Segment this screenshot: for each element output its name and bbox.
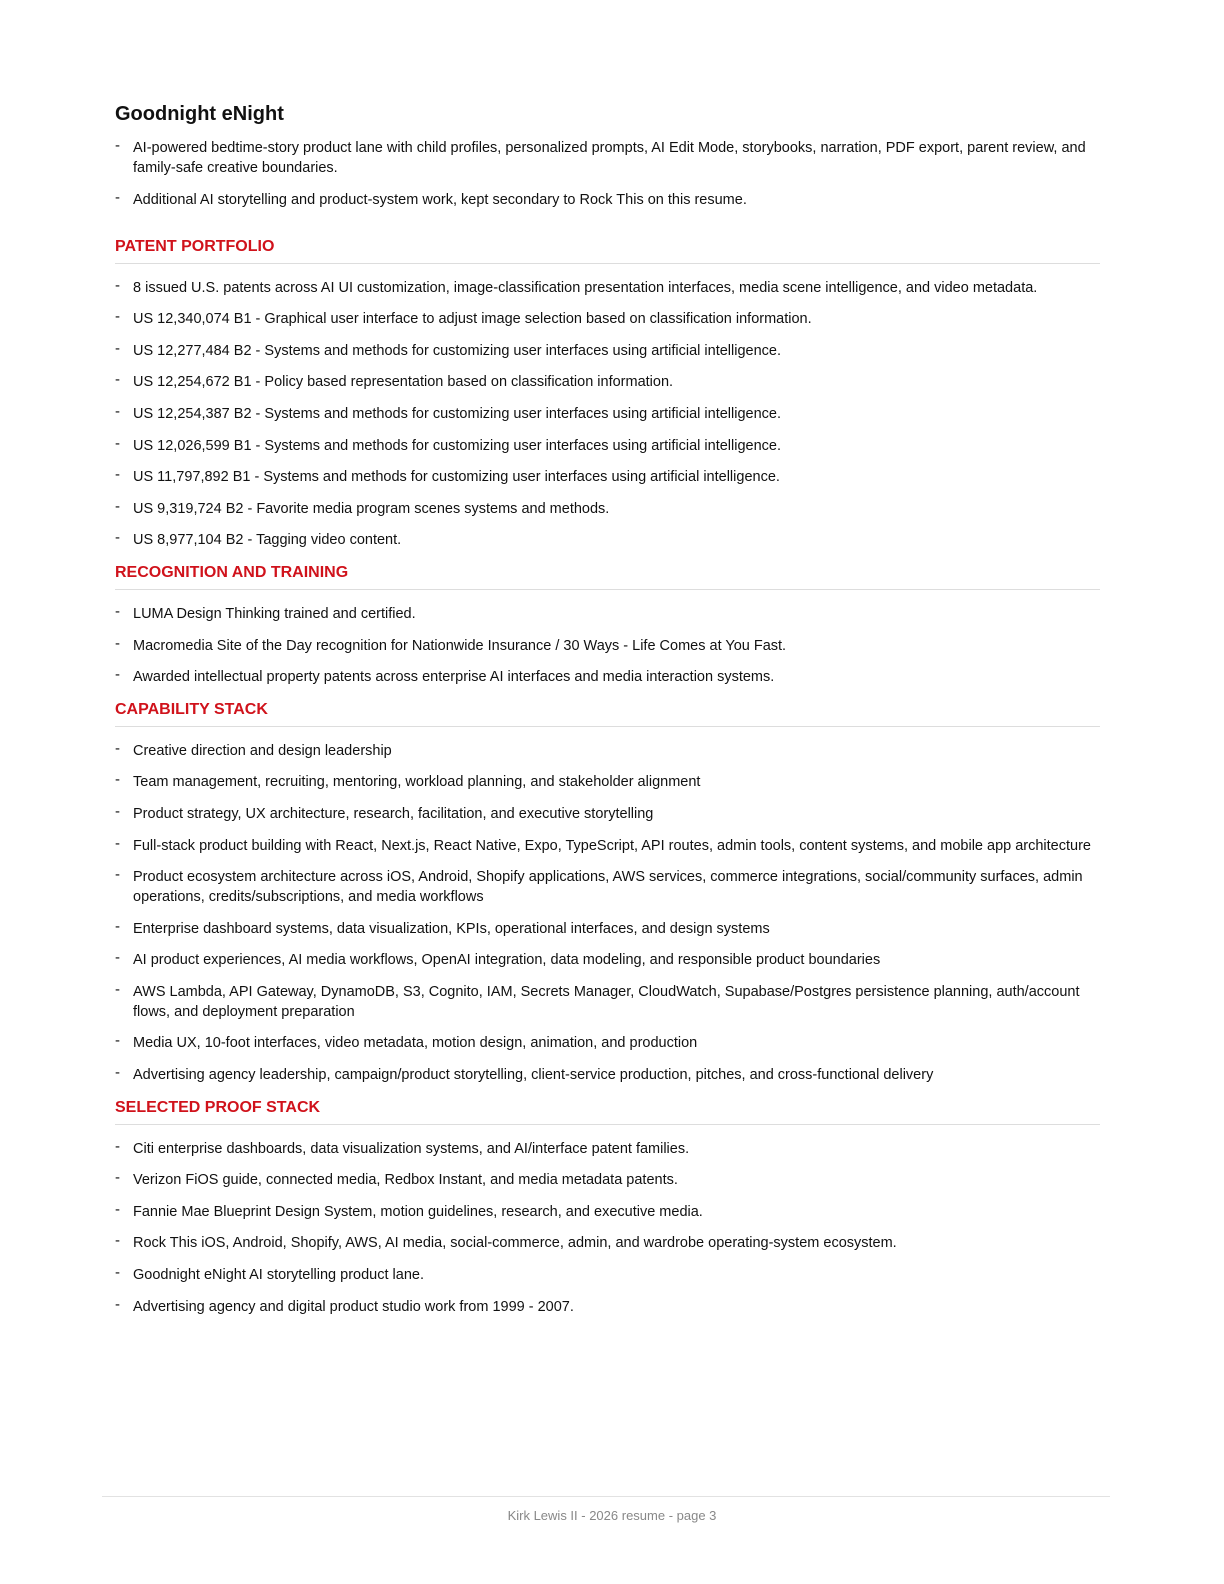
list-item (115, 436, 1100, 456)
list-item-text: Fannie Mae Blueprint Design System, motion guidelines, research, and executive media. (133, 1203, 703, 1220)
list-item (115, 372, 1100, 392)
list-item-text: US 11,797,892 B1 - Systems and methods for customizing user interfaces using artificial intelligence. (133, 469, 780, 486)
bullet-dash: - (115, 834, 120, 852)
bullet-dash: - (115, 402, 120, 420)
list-item-text: Citi enterprise dashboards, data visualization systems, and AI/interface patent families. (133, 1140, 690, 1157)
list-item (115, 836, 1100, 856)
footer-divider (102, 1496, 1110, 1497)
bullet-dash: - (115, 497, 120, 515)
bullet-dash: - (115, 602, 120, 620)
list-item-text: US 12,254,387 B2 - Systems and methods for customizing user interfaces using artificial intelligence. (133, 405, 781, 422)
project-items (115, 138, 1100, 210)
bullet-dash: - (115, 529, 120, 547)
section-heading: PATENT PORTFOLIO (115, 236, 1100, 264)
list-item (115, 341, 1100, 361)
list-item (115, 804, 1100, 824)
list-item-text: US 12,340,074 B1 - Graphical user interface to adjust image selection based on classification information. (133, 311, 812, 328)
resume-page (115, 100, 1100, 1328)
list-item-text: Product strategy, UX architecture, research, facilitation, and executive storytelling (133, 805, 654, 822)
project-title: Goodnight eNight (115, 103, 284, 125)
bullet-dash: - (115, 1200, 120, 1218)
bullet-dash: - (115, 1032, 120, 1050)
list-item-text: 8 issued U.S. patents across AI UI customization, image-classification presentation interfaces, media scene intelligence, and video metadata. (133, 279, 1038, 296)
bullet-dash: - (115, 866, 120, 884)
list-item (115, 1033, 1100, 1053)
list-item-text: AWS Lambda, API Gateway, DynamoDB, S3, Cognito, IAM, Secrets Manager, CloudWatch, Supabase/Postgres persistence planning, auth/account flows, and deployment preparation (133, 983, 1080, 1020)
list-item-text: Verizon FiOS guide, connected media, Redbox Instant, and media metadata patents. (133, 1172, 678, 1189)
list-item (115, 919, 1100, 939)
bullet-dash: - (115, 308, 120, 326)
section-items (115, 604, 1100, 687)
list-item-text: US 8,977,104 B2 - Tagging video content. (133, 532, 402, 549)
list-item (115, 499, 1100, 519)
list-item (115, 604, 1100, 624)
list-item (115, 1170, 1100, 1190)
list-item (115, 278, 1100, 298)
list-item (115, 1202, 1100, 1222)
section-items (115, 1139, 1100, 1317)
bullet-dash: - (115, 1232, 120, 1250)
resume-sections (115, 236, 1100, 1317)
section-heading: CAPABILITY STACK (115, 699, 1100, 727)
list-item-text: US 12,254,672 B1 - Policy based representation based on classification information. (133, 374, 674, 391)
list-item-text: Advertising agency leadership, campaign/product storytelling, client-service production, pitches, and cross-functional delivery (133, 1067, 934, 1084)
bullet-dash: - (115, 802, 120, 820)
list-item-text: AI-powered bedtime-story product lane with child profiles, personalized prompts, AI Edit Mode, storybooks, narration, PDF export, parent review, and family-safe creative boundaries. (133, 140, 1086, 176)
bullet-dash: - (115, 739, 120, 757)
list-item-text: Macromedia Site of the Day recognition for Nationwide Insurance / 30 Ways - Life Comes at You Fast. (133, 637, 787, 654)
list-item (115, 467, 1100, 487)
list-item (115, 1265, 1100, 1285)
list-item (115, 741, 1100, 761)
list-item (115, 982, 1100, 1022)
bullet-dash: - (115, 1295, 120, 1313)
list-item-text: Product ecosystem architecture across iOS, Android, Shopify applications, AWS services, commerce integrations, social/community surfaces, admin operations, credits/subscriptions, and media workflows (133, 869, 1083, 906)
bullet-dash: - (115, 634, 120, 652)
list-item (115, 1065, 1100, 1085)
list-item (115, 772, 1100, 792)
list-item-text: AI product experiences, AI media workflows, OpenAI integration, data modeling, and responsible product boundaries (133, 952, 881, 969)
bullet-dash: - (115, 949, 120, 967)
list-item (115, 950, 1100, 970)
list-item (115, 190, 1100, 210)
page-footer: Kirk Lewis II - 2026 resume - page 3 (507, 1508, 717, 1523)
bullet-dash: - (115, 276, 120, 294)
bullet-dash: - (115, 371, 120, 389)
list-item-text: Awarded intellectual property patents across enterprise AI interfaces and media interaction systems. (133, 669, 775, 686)
list-item-text: Additional AI storytelling and product-system work, kept secondary to Rock This on this resume. (133, 191, 747, 208)
list-item-text: Team management, recruiting, mentoring, workload planning, and stakeholder alignment (133, 774, 701, 791)
list-item-text: Creative direction and design leadership (133, 742, 392, 759)
list-item (115, 404, 1100, 424)
section-recognition-and-training (115, 562, 1100, 687)
bullet-dash: - (115, 466, 120, 484)
list-item-text: US 9,319,724 B2 - Favorite media program scenes systems and methods. (133, 500, 610, 517)
bullet-dash: - (115, 1064, 120, 1082)
list-item (115, 1297, 1100, 1317)
section-selected-proof-stack (115, 1097, 1100, 1317)
list-item (115, 667, 1100, 687)
list-item-text: Media UX, 10-foot interfaces, video metadata, motion design, animation, and production (133, 1035, 698, 1052)
bullet-dash: - (115, 980, 120, 998)
list-item-text: Advertising agency and digital product studio work from 1999 - 2007. (133, 1298, 574, 1315)
list-item-text: US 12,277,484 B2 - Systems and methods for customizing user interfaces using artificial intelligence. (133, 342, 781, 359)
section-patent-portfolio (115, 236, 1100, 551)
bullet-dash: - (115, 917, 120, 935)
list-item (115, 867, 1100, 907)
bullet-dash: - (115, 771, 120, 789)
section-heading: SELECTED PROOF STACK (115, 1097, 1100, 1125)
bullet-dash: - (115, 1169, 120, 1187)
list-item (115, 138, 1100, 178)
project-goodnight-enight (115, 100, 1100, 210)
section-heading: RECOGNITION AND TRAINING (115, 562, 1100, 590)
list-item (115, 309, 1100, 329)
bullet-dash: - (115, 434, 120, 452)
list-item (115, 636, 1100, 656)
section-items (115, 741, 1100, 1085)
list-item-text: Full-stack product building with React, Next.js, React Native, Expo, TypeScript, API routes, admin tools, content systems, and mobile app architecture (133, 837, 1091, 854)
list-item-text: Rock This iOS, Android, Shopify, AWS, AI media, social-commerce, admin, and wardrobe operating-system ecosystem. (133, 1235, 897, 1252)
section-capability-stack (115, 699, 1100, 1085)
list-item-text: Enterprise dashboard systems, data visualization, KPIs, operational interfaces, and design systems (133, 920, 770, 937)
bullet-dash: - (115, 188, 120, 206)
list-item (115, 1233, 1100, 1253)
list-item-text: Goodnight eNight AI storytelling product lane. (133, 1267, 424, 1284)
list-item (115, 530, 1100, 550)
list-item-text: LUMA Design Thinking trained and certified. (133, 605, 416, 622)
bullet-dash: - (115, 666, 120, 684)
list-item-text: US 12,026,599 B1 - Systems and methods for customizing user interfaces using artificial intelligence. (133, 437, 781, 454)
bullet-dash: - (115, 137, 120, 154)
bullet-dash: - (115, 339, 120, 357)
list-item (115, 1139, 1100, 1159)
section-items (115, 278, 1100, 551)
bullet-dash: - (115, 1264, 120, 1282)
bullet-dash: - (115, 1137, 120, 1155)
